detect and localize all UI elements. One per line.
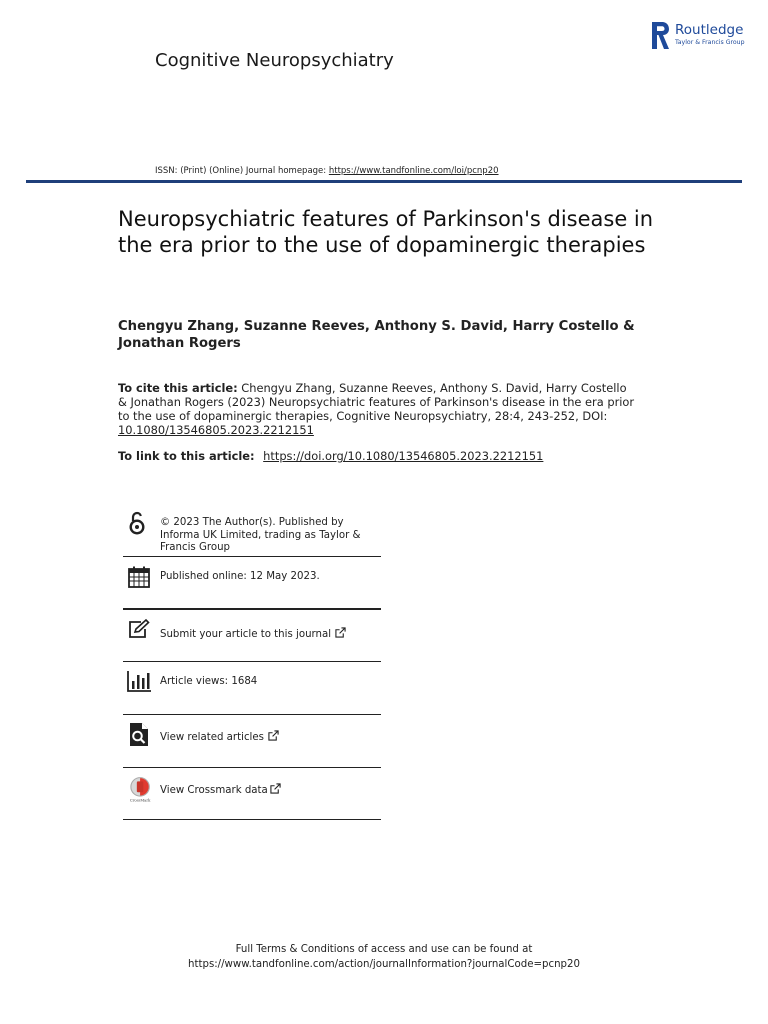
doi-link[interactable]: 10.1080/13546805.2023.2212151	[118, 423, 314, 437]
article-doi-url[interactable]: https://doi.org/10.1080/13546805.2023.2212151	[263, 449, 544, 463]
related-articles-link[interactable]	[160, 730, 385, 745]
crossmark-icon	[126, 775, 152, 803]
journal-homepage-link[interactable]: https://www.tandfonline.com/loi/pcnp20	[328, 166, 499, 176]
open-access-icon	[125, 511, 149, 535]
external-link-icon	[270, 783, 281, 794]
issn-line	[155, 166, 499, 176]
publisher-name: Routledge	[675, 22, 744, 38]
cite-text: Chengyu Zhang, Suzanne Reeves, Anthony S. David, Harry Costello & Jonathan Rogers (2023) Neuropsychiatric features of Parkinson's disease in the era prior to the use of dopaminergic therapies, Cognitive Neuropsychiatry, 28:4, 243-252, DOI:	[118, 381, 635, 423]
authors: Chengyu Zhang, Suzanne Reeves, Anthony S. David, Harry Costello & Jonathan Rogers	[118, 319, 635, 351]
footer	[0, 942, 768, 972]
article-link-line	[118, 449, 543, 463]
divider	[123, 819, 381, 820]
svg-text:CrossMark: CrossMark	[129, 798, 151, 803]
divider	[123, 556, 381, 557]
divider	[123, 767, 381, 768]
publisher-group: Taylor & Francis Group	[675, 39, 745, 46]
article-views: Article views: 1684	[160, 676, 258, 687]
divider	[123, 661, 381, 662]
crossmark-label: View Crossmark data	[160, 785, 268, 796]
routledge-logo[interactable]	[652, 22, 752, 50]
header-rule	[26, 180, 742, 183]
related-label: View related articles	[160, 732, 264, 743]
article-title: Neuropsychiatric features of Parkinson's disease in the era prior to the use of dopaminergic therapies	[118, 207, 654, 257]
citation	[118, 381, 638, 437]
published-date: Published online: 12 May 2023.	[160, 571, 320, 582]
divider	[123, 608, 381, 610]
issn-text: ISSN: (Print) (Online) Journal homepage:	[155, 166, 327, 176]
link-label: To link to this article:	[118, 449, 255, 463]
footer-terms-url[interactable]: https://www.tandfonline.com/action/journalInformation?journalCode=pcnp20	[188, 959, 580, 970]
footer-line-1: Full Terms & Conditions of access and use can be found at	[235, 944, 533, 955]
crossmark-link[interactable]	[160, 783, 385, 798]
submit-label: Submit your article to this journal	[160, 629, 332, 640]
journal-title: Cognitive Neuropsychiatry	[155, 50, 394, 71]
divider	[123, 714, 381, 715]
bar-chart-icon	[127, 669, 151, 693]
search-document-icon	[127, 722, 151, 746]
submit-article-link[interactable]	[160, 627, 385, 642]
edit-icon	[127, 618, 151, 642]
external-link-icon	[268, 730, 279, 741]
open-access-text: © 2023 The Author(s). Published by Informa UK Limited, trading as Taylor & Francis Group	[160, 517, 361, 553]
routledge-logo-icon	[652, 22, 670, 49]
calendar-icon	[127, 565, 151, 589]
external-link-icon	[335, 627, 346, 638]
cite-label: To cite this article:	[118, 381, 238, 395]
